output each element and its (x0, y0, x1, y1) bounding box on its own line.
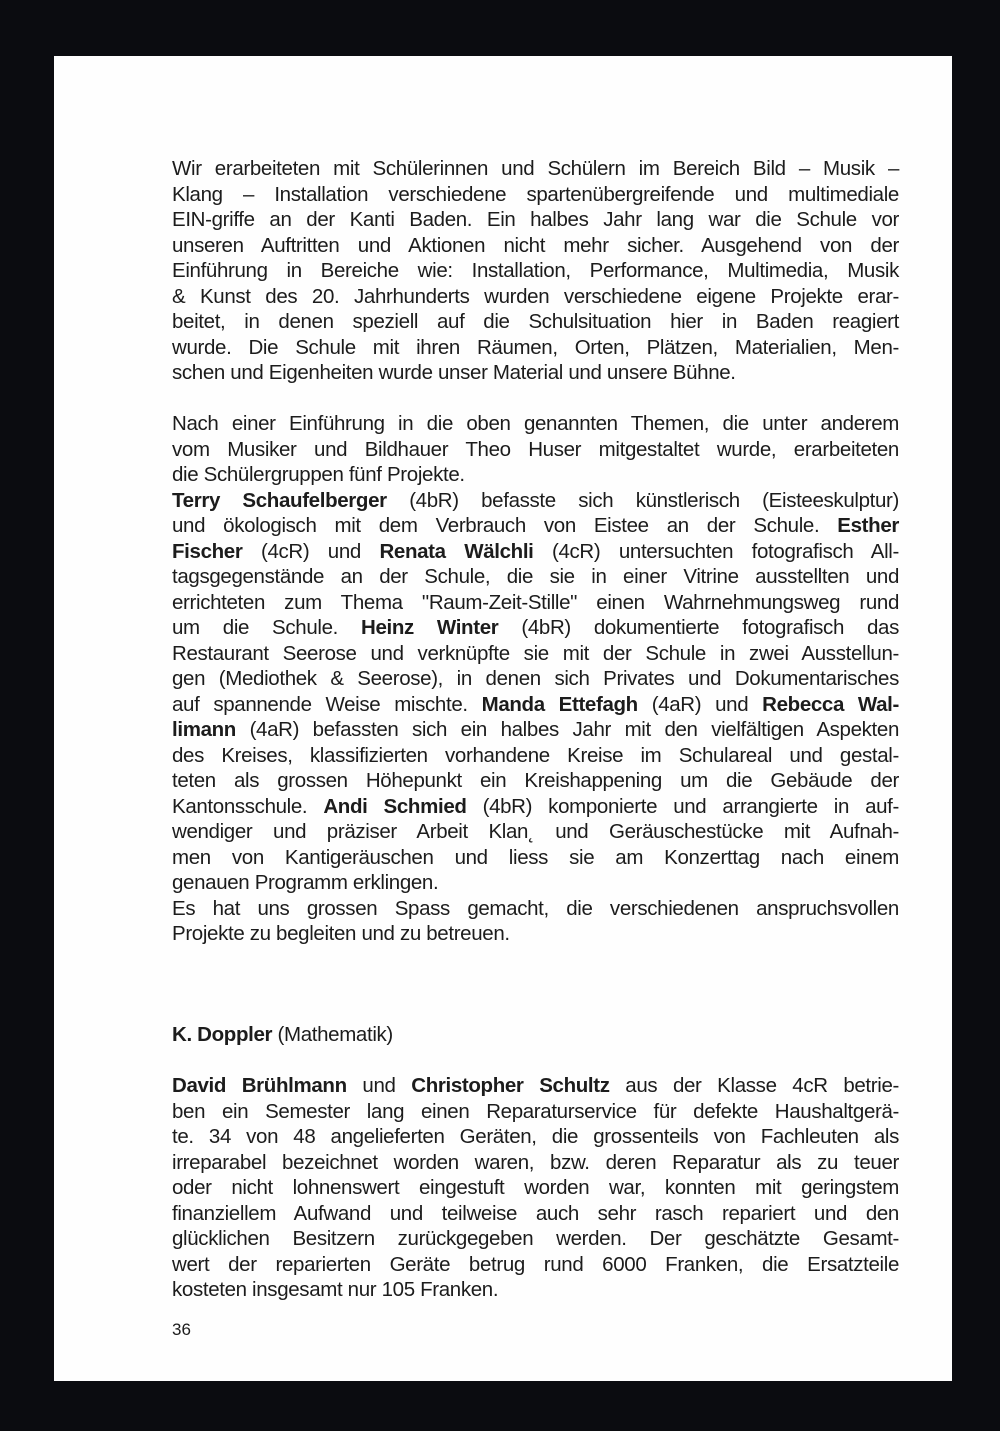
text-line: gen (Mediothek & Seerose), in denen sich Privates und Dokumentarisches (172, 667, 899, 690)
text-line (172, 692, 899, 718)
text-run: (4cR) und (242, 539, 380, 563)
text-line: wurde. Die Schule mit ihren Räumen, Orten, Plätzen, Materialien, Men- (172, 335, 899, 359)
text-line: Restaurant Seerose und verknüpfte sie mit der Schule in zwei Ausstellun- (172, 641, 899, 665)
text-line: die Schülergruppen fünf Projekte. (172, 463, 465, 486)
text-line (172, 1073, 899, 1099)
student-name: David Brühlmann (172, 1074, 347, 1097)
text-run: (4cR) untersuchten fotografisch All- (533, 539, 899, 563)
text-line: unseren Auftritten und Aktionen nicht mehr sicher. Ausgehend von der (172, 233, 899, 257)
text-run: (4bR) komponierte und arrangierte in auf- (466, 794, 899, 818)
text-run: und (346, 1074, 412, 1097)
heading-line (172, 1022, 899, 1048)
text-line (172, 794, 899, 820)
text-line: men von Kantigeräuschen und liess sie am Konzerttag nach einem (172, 845, 899, 869)
text-line: errichteten zum Thema "Raum-Zeit-Stille" einen Wahrnehmungsweg rund (172, 590, 899, 614)
text-line: wert der reparierten Geräte betrug rund 6000 Franken, die Ersatzteile (172, 1252, 899, 1276)
text-line: & Kunst des 20. Jahrhunderts wurden verschiedene eigene Projekte erar- (172, 284, 899, 308)
text-line: Einführung in Bereiche wie: Installation, Performance, Multimedia, Musik (172, 259, 899, 282)
text-line (172, 717, 899, 743)
section-heading (172, 1022, 899, 1048)
text-line: wendiger und präziser Arbeit Klan˛ und Geräuschestücke mit Aufnah- (172, 820, 899, 843)
subject-label: (Mathematik) (272, 1023, 393, 1046)
text-line: Klang – Installation verschiedene spartenübergreifende und multimediale (172, 182, 899, 206)
paragraph-repair-service (172, 1073, 899, 1303)
student-name: Fischer (172, 539, 243, 563)
student-name: Christopher Schultz (411, 1074, 610, 1097)
text-line: Nach einer Einführung in die oben genannten Themen, die unter anderem (172, 412, 899, 435)
text-line (172, 539, 899, 565)
text-run: aus der Klasse 4cR betrie- (609, 1074, 899, 1097)
text-line: tagsgegenstände an der Schule, die sie in einer Vitrine ausstellten und (172, 565, 899, 588)
text-line: genauen Programm erklingen. (172, 871, 439, 894)
text-line (172, 488, 899, 514)
text-line: irreparabel bezeichnet worden waren, bzw. deren Reparatur als zu teuer (172, 1150, 899, 1174)
text-run: (4bR) befasste sich künstlerisch (Eisteeskulptur) (386, 488, 899, 512)
student-name: Heinz Winter (360, 616, 499, 639)
text-run: um die Schule. (172, 616, 361, 639)
student-name: limann (172, 718, 236, 741)
text-line: teten als grossen Höhepunkt ein Kreishappening um die Gebäude der (172, 769, 899, 792)
text-run: Kantonsschule. (172, 794, 324, 818)
text-run: (4aR) und (637, 692, 763, 716)
text-run: auf spannende Weise mischte. (172, 692, 482, 716)
student-name: Renata Wälchli (379, 539, 534, 563)
text-line: Projekte zu begleiten und zu betreuen. (172, 922, 510, 945)
text-line: Wir erarbeiteten mit Schülerinnen und Schülern im Bereich Bild – Musik – (172, 157, 899, 180)
text-line: ben ein Semester lang einen Reparaturservice für defekte Haushaltgerä- (172, 1099, 899, 1123)
paragraph-projects (172, 411, 899, 947)
text-line: finanziellem Aufwand und teilweise auch sehr rasch repariert und den (172, 1201, 899, 1225)
student-name: Rebecca Wal- (762, 692, 900, 716)
text-run: (4bR) dokumentierte fotografisch das (498, 616, 899, 639)
document-page (54, 56, 952, 1381)
text-line: glücklichen Besitzern zurückgegeben werden. Der geschätzte Gesamt- (172, 1227, 899, 1250)
text-line: vom Musiker und Bildhauer Theo Huser mitgestaltet wurde, erarbeiteten (172, 437, 899, 461)
text-line: oder nicht lohnenswert eingestuft worden war, konnten mit geringstem (172, 1176, 899, 1199)
paragraph-intro (172, 156, 899, 386)
text-line: des Kreises, klassifizierten vorhandene Kreise im Schulareal und gestal- (172, 743, 899, 767)
text-line (172, 513, 899, 539)
text-line: EIN-griffe an der Kanti Baden. Ein halbes Jahr lang war die Schule vor (172, 208, 899, 231)
page-number: 36 (172, 1320, 191, 1339)
student-name: Manda Ettefagh (481, 692, 638, 716)
text-line: kosteten insgesamt nur 105 Franken. (172, 1278, 499, 1301)
teacher-name: K. Doppler (172, 1023, 273, 1046)
student-name: Andi Schmied (323, 794, 467, 818)
text-run: (4aR) befassten sich ein halbes Jahr mit den vielfältigen Aspekten (235, 718, 899, 741)
text-line (172, 615, 899, 641)
text-run: und ökologisch mit dem Verbrauch von Eistee an der Schule. (172, 514, 838, 537)
student-name: Terry Schaufelberger (172, 488, 387, 512)
student-name: Esther (837, 514, 899, 537)
text-line: beitet, in denen speziell auf die Schulsituation hier in Baden reagiert (172, 310, 899, 333)
text-line: Es hat uns grossen Spass gemacht, die verschiedenen anspruchsvollen (172, 896, 899, 920)
text-line: schen und Eigenheiten wurde unser Material und unsere Bühne. (172, 361, 736, 384)
text-line: te. 34 von 48 angelieferten Geräten, die grossenteils von Fachleuten als (172, 1125, 899, 1148)
